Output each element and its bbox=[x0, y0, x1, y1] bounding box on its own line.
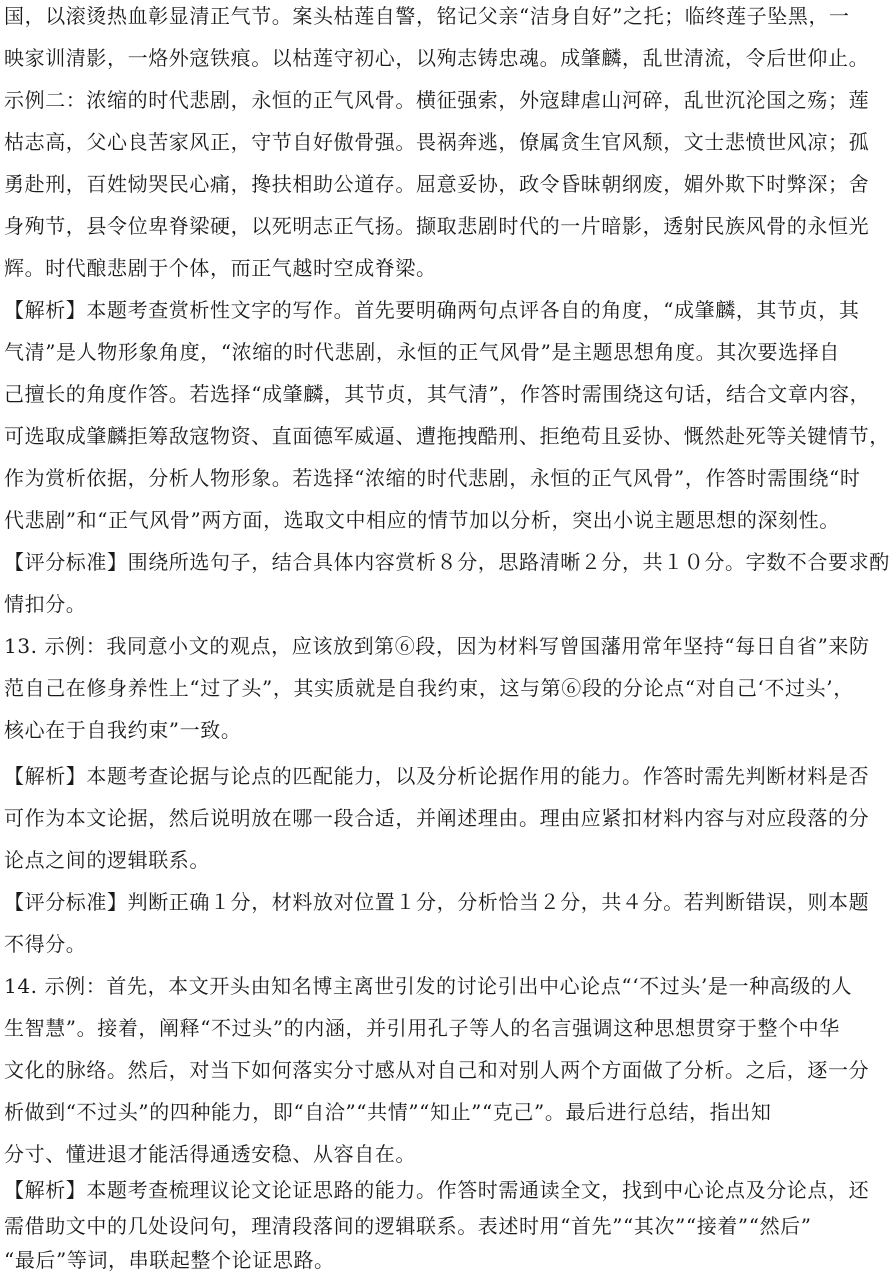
text-line-14: 【评分标准】围绕所选句子，结合具体内容赏析８分，思路清晰２分，共１０分。字数不合要求酌 bbox=[4, 550, 890, 574]
text-line-24: 14. 示例：首先，本文开头由知名博主离世引发的讨论引出中心论点“‘不过头’是一种高级的人 bbox=[4, 974, 853, 998]
text-line-10: 己擅长的角度作答。若选择“成肇麟，其节贞，其气清”，作答时需围绕这句话，结合文章内容， bbox=[4, 382, 871, 406]
text-line-7: 辉。时代酿悲剧于个体，而正气越时空成脊梁。 bbox=[4, 256, 437, 280]
text-line-2: 映家训清影，一烙外寇铁痕。以枯莲守初心，以殉志铸忠魂。成肇麟，乱世清流，令后世仰止。 bbox=[4, 46, 870, 70]
text-line-28: 分寸、懂进退才能活得通透安稳、从容自在。 bbox=[4, 1142, 416, 1166]
text-line-4: 枯志高，父心良苦家风正，守节自好傲骨强。畏祸奔逃，僚属贪生官风颓，文士悲愤世风凉；孤 bbox=[4, 130, 870, 154]
text-line-29: 【解析】本题考查梳理议论文论证思路的能力。作答时需通读全文，找到中心论点及分论点，还 bbox=[4, 1178, 870, 1202]
text-line-16: 13. 示例：我同意小文的观点，应该放到第⑥段，因为材料写曾国藩用常年坚持“每日自省”来防 bbox=[4, 634, 870, 658]
text-line-21: 论点之间的逻辑联系。 bbox=[4, 848, 210, 872]
text-line-18: 核心在于自我约束”一致。 bbox=[4, 718, 242, 742]
text-line-15: 情扣分。 bbox=[4, 592, 87, 616]
text-line-20: 可作为本文论据，然后说明放在哪一段合适，并阐述理由。理由应紧扣材料内容与对应段落的分 bbox=[4, 806, 870, 830]
text-line-13: 代悲剧”和“正气风骨”两方面，选取文中相应的情节加以分析，突出小说主题思想的深刻性。 bbox=[4, 508, 840, 532]
text-line-3: 示例二：浓缩的时代悲剧，永恒的正气风骨。横征强索，外寇肆虐山河碎，乱世沉沦国之殇；莲 bbox=[4, 88, 870, 112]
text-line-11: 可选取成肇麟拒筹敌寇物资、直面德军威逼、遭拖拽酷刑、拒绝苟且妥协、慨然赴死等关键情节， bbox=[4, 424, 890, 448]
text-line-22: 【评分标准】判断正确１分，材料放对位置１分，分析恰当２分，共４分。若判断错误，则本题 bbox=[4, 890, 870, 914]
text-line-17: 范自己在修身养性上“过了头”，其实质就是自我约束，这与第⑥段的分论点“对自己‘不过头’， bbox=[4, 676, 854, 700]
text-line-9: 气清”是人物形象角度，“浓缩的时代悲剧，永恒的正气风骨”是主题思想角度。其次要选择自 bbox=[4, 340, 840, 364]
text-line-30: 需借助文中的几处设问句，理清段落间的逻辑联系。表述时用“首先”“其次”“接着”“然后” bbox=[4, 1214, 812, 1238]
text-line-6: 身殉节，县令位卑脊梁硬，以死明志正气扬。撷取悲剧时代的一片暗影，透射民族风骨的永恒光 bbox=[4, 214, 870, 238]
text-line-8: 【解析】本题考查赏析性文字的写作。首先要明确两句点评各自的角度，“成肇麟，其节贞，其 bbox=[4, 298, 860, 322]
text-line-25: 生智慧”。接着，阐释“不过头”的内涵，并引用孔子等人的名言强调这种思想贯穿于整个中华 bbox=[4, 1016, 840, 1040]
text-line-26: 文化的脉络。然后，对当下如何落实分寸感从对自己和对别人两个方面做了分析。之后，逐一分 bbox=[4, 1058, 870, 1082]
text-line-12: 作为赏析依据，分析人物形象。若选择“浓缩的时代悲剧，永恒的正气风骨”，作答时需围绕“时 bbox=[4, 466, 861, 490]
text-line-19: 【解析】本题考查论据与论点的匹配能力，以及分析论据作用的能力。作答时需先判断材料是否 bbox=[4, 764, 870, 788]
text-line-5: 勇赴刑，百姓恸哭民心痛，搀扶相助公道存。屈意妥协，政令昏昧朝纲废，媚外欺下时弊深；舍 bbox=[4, 172, 870, 196]
text-line-31: “最后”等词，串联起整个论证思路。 bbox=[4, 1248, 335, 1272]
text-line-23: 不得分。 bbox=[4, 932, 87, 956]
text-line-27: 析做到“不过头”的四种能力，即“自洽”“共情”“知止”“克己”。最后进行总结，指出知 bbox=[4, 1100, 772, 1124]
text-line-1: 国，以滚烫热血彰显清正气节。案头枯莲自警，铭记父亲“洁身自好”之托；临终莲子坠黑，一 bbox=[4, 4, 850, 28]
